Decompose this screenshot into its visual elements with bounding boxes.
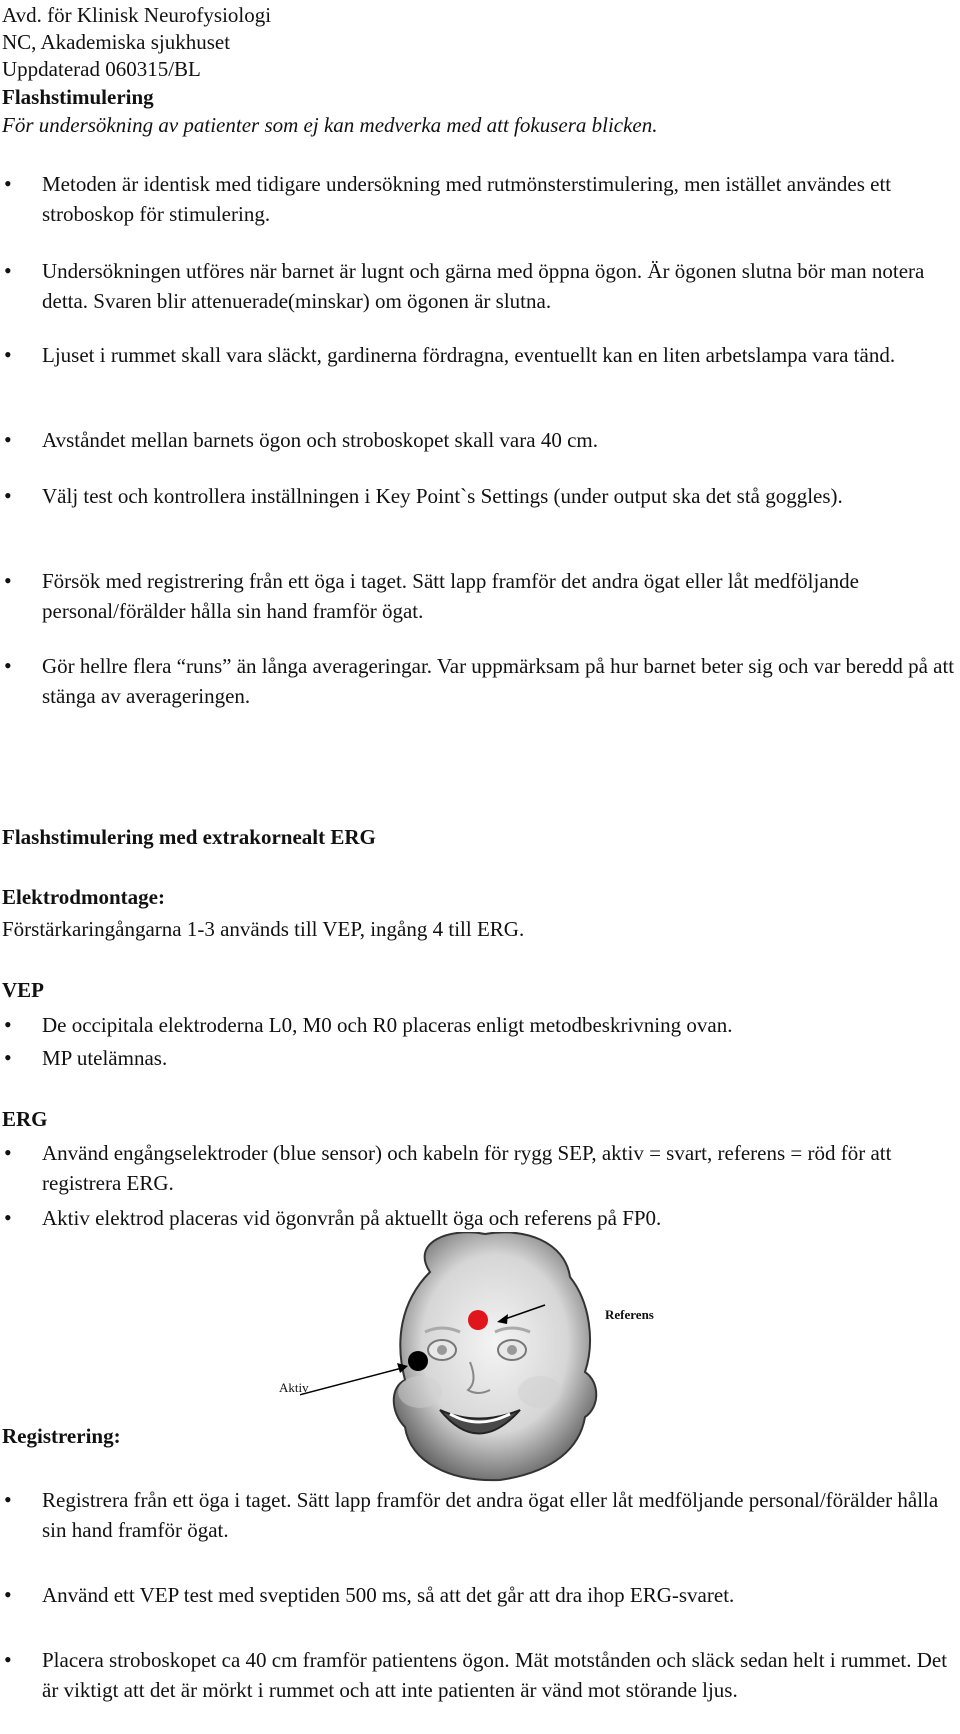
list-item-text: Avståndet mellan barnets ögon och stroboskopet skall vara 40 cm. [42, 428, 598, 452]
list-item-text: Registrera från ett öga i taget. Sätt lapp framför det andra ögat eller låt medföljande personal/förälder hålla sin hand framför ögat. [42, 1488, 939, 1542]
erg-heading: ERG [2, 1107, 48, 1131]
list-item-text: Använd ett VEP test med sveptiden 500 ms, så att det går att dra ihop ERG-svaret. [42, 1583, 735, 1607]
reference-label: Referens [605, 1307, 654, 1322]
list-item-text: Använd engångselektroder (blue sensor) och kabeln för rygg SEP, aktiv = svart, referens = röd för att registrera ERG. [42, 1141, 892, 1195]
list-item-text: Placera stroboskopet ca 40 cm framför patientens ögon. Mät motstånden och släck sedan helt i rummet. Det är viktigt att det är mörkt i rummet och att inte patienten är vänd mot störande ljus. [42, 1648, 948, 1702]
vep-heading: VEP [2, 978, 44, 1002]
list-item-text: Gör hellre flera “runs” än långa averageringar. Var uppmärksam på hur barnet beter sig och var beredd på att stänga av averageringen. [42, 654, 955, 708]
reference-electrode [468, 1310, 488, 1330]
registration-heading: Registrering: [2, 1424, 121, 1448]
list-item-text: MP utelämnas. [42, 1046, 168, 1070]
bullet-icon: • [4, 1487, 12, 1512]
right-cheek [518, 1376, 562, 1408]
hospital-name: NC, Akademiska sjukhuset [2, 30, 231, 54]
department-name: Avd. för Klinisk Neurofysiologi [2, 3, 272, 27]
list-item-text: Metoden är identisk med tidigare undersökning med rutmönsterstimulering, men istället användes ett stroboskop för stimulering. [42, 172, 892, 226]
bullet-icon: • [4, 1045, 12, 1070]
list-item-text: Undersökningen utföres när barnet är lugnt och gärna med öppna ögon. Är ögonen slutna bör man notera detta. Svaren blir attenuerade(minskar) om ögonen är slutna. [42, 259, 925, 313]
bullet-icon: • [4, 653, 12, 678]
bullet-icon: • [4, 1582, 12, 1607]
bullet-icon: • [4, 1012, 12, 1037]
active-arrow [300, 1368, 402, 1400]
bullet-icon: • [4, 1140, 12, 1165]
updated-date: Uppdaterad 060315/BL [2, 57, 201, 81]
right-pupil [507, 1345, 517, 1355]
electrode-figure [279, 1232, 680, 1482]
bullet-icon: • [4, 258, 12, 283]
electrode-heading: Elektrodmontage: [2, 885, 165, 909]
bullet-icon: • [4, 1647, 12, 1672]
list-item-text: De occipitala elektroderna L0, M0 och R0 placeras enligt metodbeskrivning ovan. [42, 1013, 733, 1037]
baby-face-icon [300, 1232, 680, 1482]
left-cheek [398, 1376, 442, 1408]
bullet-icon: • [4, 171, 12, 196]
list-item-text: Välj test och kontrollera inställningen i Key Point`s Settings (under output ska det stå goggles). [42, 484, 843, 508]
left-pupil [437, 1345, 447, 1355]
bullet-icon: • [4, 483, 12, 508]
page-title: Flashstimulering [2, 85, 154, 109]
electrode-text: Förstärkaringångarna 1-3 används till VEP, ingång 4 till ERG. [2, 917, 525, 941]
section-title: Flashstimulering med extrakornealt ERG [2, 825, 376, 849]
bullet-icon: • [4, 427, 12, 452]
bullet-icon: • [4, 568, 12, 593]
active-electrode [408, 1351, 428, 1371]
bullet-icon: • [4, 1205, 12, 1230]
page-subtitle: För undersökning av patienter som ej kan medverka med att fokusera blicken. [2, 113, 658, 137]
list-item-text: Ljuset i rummet skall vara släckt, gardinerna fördragna, eventuellt kan en liten arbetslampa vara tänd. [42, 343, 896, 367]
list-item-text: Aktiv elektrod placeras vid ögonvrån på aktuellt öga och referens på FP0. [42, 1206, 662, 1230]
active-label: Aktiv [279, 1380, 309, 1395]
bullet-icon: • [4, 342, 12, 367]
list-item-text: Försök med registrering från ett öga i taget. Sätt lapp framför det andra ögat eller låt medföljande personal/förälder hålla sin hand framför ögat. [42, 569, 859, 623]
